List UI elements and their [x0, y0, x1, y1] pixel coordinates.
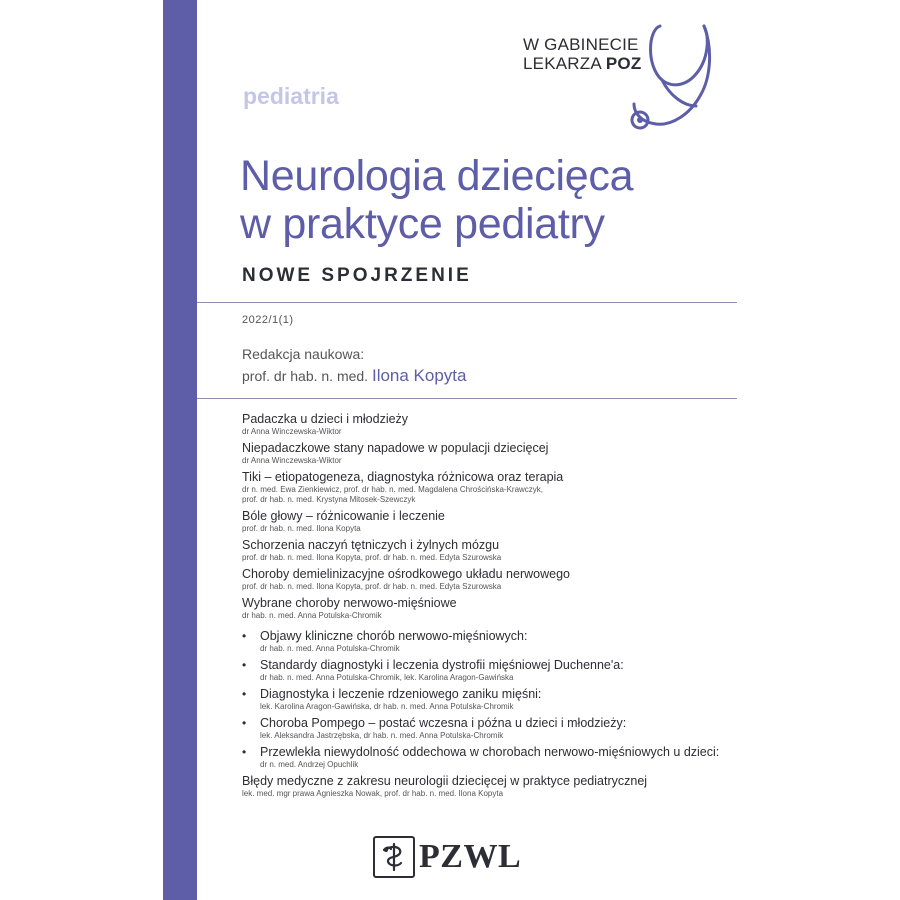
toc-subentry-authors: dr n. med. Andrzej Opuchlik — [260, 760, 359, 769]
toc-entry-authors: dr hab. n. med. Anna Potulska-Chromik — [242, 611, 382, 620]
spine-stripe — [163, 0, 197, 900]
table-of-contents — [242, 412, 732, 803]
toc-entry-authors: dr Anna Winczewska-Wiktor — [242, 456, 342, 465]
caduceus-icon — [373, 836, 415, 878]
toc-subentry-authors: lek. Karolina Aragon-Gawińska, dr hab. n. med. Anna Potulska-Chromik — [260, 702, 514, 711]
publisher-name: PZWL — [419, 838, 522, 875]
toc-entry — [242, 441, 732, 466]
toc-subentry — [242, 716, 732, 741]
toc-subentry-title: Diagnostyka i leczenie rdzeniowego zaniku mięśni: — [260, 687, 542, 701]
bullet-icon: • — [242, 629, 247, 643]
toc-entry — [242, 596, 732, 621]
bullet-icon: • — [242, 687, 247, 701]
toc-entry-authors: prof. dr hab. n. med. Ilona Kopyta, prof. dr hab. n. med. Edyta Szurowska — [242, 582, 502, 591]
bullet-icon: • — [242, 745, 247, 759]
issue-number: 2022/1(1) — [242, 314, 294, 326]
editor-label: Redakcja naukowa: — [242, 346, 365, 362]
toc-entry-authors: prof. dr hab. n. med. Ilona Kopyta, prof. dr hab. n. med. Edyta Szurowska — [242, 553, 502, 562]
toc-subentry-title: Przewlekła niewydolność oddechowa w chorobach nerwowo-mięśniowych u dzieci: — [260, 745, 720, 759]
bullet-icon: • — [242, 716, 247, 730]
toc-entry-authors: lek. med. mgr prawa Agnieszka Nowak, prof. dr hab. n. med. Ilona Kopyta — [242, 789, 504, 798]
editor-prefix: prof. dr hab. n. med. — [242, 368, 372, 384]
toc-entry-title: Padaczka u dzieci i młodzieży — [242, 412, 409, 426]
toc-entry-authors: dr Anna Winczewska-Wiktor — [242, 427, 342, 436]
toc-subentry-authors: dr hab. n. med. Anna Potulska-Chromik, lek. Karolina Aragon-Gawińska — [260, 673, 514, 682]
title-line2: w praktyce pediatry — [240, 200, 605, 248]
toc-entry-title: Wybrane choroby nerwowo-mięśniowe — [242, 596, 457, 610]
toc-entry-title: Błędy medyczne z zakresu neurologii dziecięcej w praktyce pediatrycznej — [242, 774, 648, 788]
toc-entry-title: Choroby demielinizacyjne ośrodkowego układu nerwowego — [242, 567, 570, 581]
editor-line — [242, 366, 466, 386]
toc-entry-authors: prof. dr hab. n. med. Krystyna Mitosek-Szewczyk — [242, 495, 416, 504]
editor-name: Ilona Kopyta — [371, 366, 467, 385]
toc-entry-title: Tiki – etiopatogeneza, diagnostyka różnicowa oraz terapia — [242, 470, 564, 484]
toc-entry — [242, 412, 732, 437]
book-subtitle: NOWE SPOJRZENIE — [242, 265, 472, 286]
series-line1: W GABINECIE — [523, 35, 639, 54]
divider-bottom — [197, 398, 737, 399]
toc-entry — [242, 774, 732, 799]
toc-subentry-title: Standardy diagnostyki i leczenia dystrofii mięśniowej Duchenne'a: — [260, 658, 624, 672]
toc-subentry — [242, 745, 732, 770]
toc-entry — [242, 567, 732, 592]
toc-subentry — [242, 658, 732, 683]
toc-entry-title: Schorzenia naczyń tętniczych i żylnych mózgu — [242, 538, 500, 552]
stethoscope-icon — [600, 16, 718, 136]
toc-subentry-authors: lek. Aleksandra Jastrzębska, dr hab. n. med. Anna Potulska-Chromik — [260, 731, 504, 740]
toc-subentry-title: Choroba Pompego – postać wczesna i późna u dzieci i młodzieży: — [260, 716, 627, 730]
toc-entry-title: Bóle głowy – różnicowanie i leczenie — [242, 509, 445, 523]
toc-entry-authors: dr n. med. Ewa Zienkiewicz, prof. dr hab. n. med. Magdalena Chrościńska-Krawczyk, — [242, 485, 544, 494]
toc-entry-authors: prof. dr hab. n. med. Ilona Kopyta — [242, 524, 361, 533]
series-line2-bold: POZ — [605, 54, 642, 73]
series-line2-regular: LEKARZA — [523, 54, 606, 73]
toc-entry-title: Niepadaczkowe stany napadowe w populacji dziecięcej — [242, 441, 549, 455]
toc-subentry-title: Objawy kliniczne chorób nerwowo-mięśniowych: — [260, 629, 528, 643]
toc-subentry — [242, 687, 732, 712]
toc-entry — [242, 470, 732, 505]
toc-entry — [242, 509, 732, 534]
divider-top — [197, 302, 737, 303]
title-line1: Neurologia dziecięca — [240, 152, 634, 200]
toc-subentry — [242, 629, 732, 654]
book-title — [240, 152, 633, 248]
toc-subentry-authors: dr hab. n. med. Anna Potulska-Chromik — [260, 644, 400, 653]
bullet-icon: • — [242, 658, 247, 672]
category-tag: pediatria — [243, 83, 339, 109]
toc-entry — [242, 538, 732, 563]
